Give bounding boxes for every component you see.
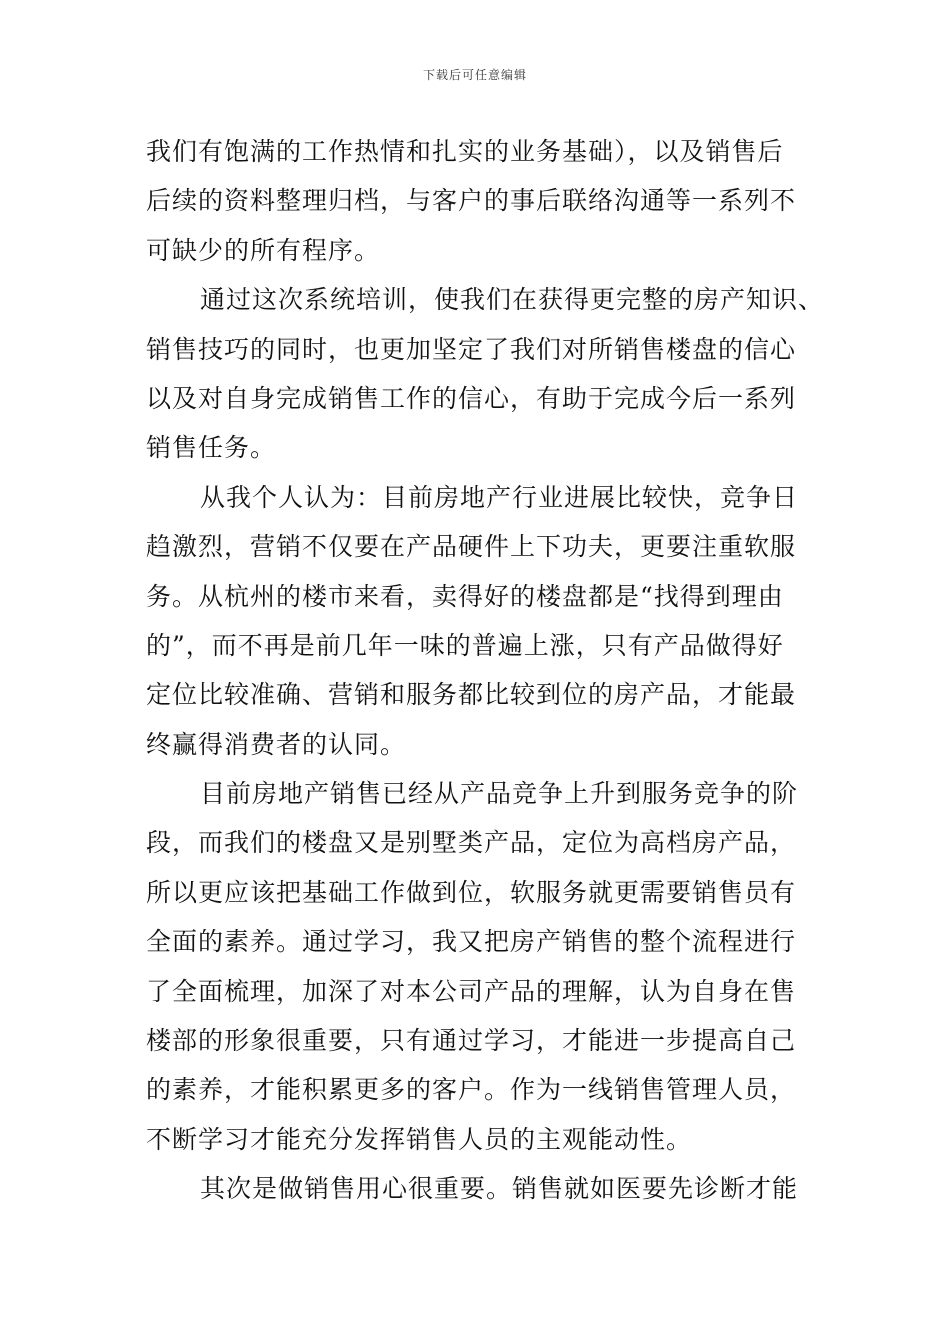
text-line: 全面的素养。通过学习，我又把房产销售的整个流程进行 xyxy=(146,927,797,957)
paragraph-first-line: 其次是做销售用心很重要。销售就如医要先诊断才能 xyxy=(200,1174,799,1204)
paragraph-first-line: 通过这次系统培训，使我们在获得更完整的房产知识、 xyxy=(200,285,825,315)
paragraph-first-line: 目前房地产销售已经从产品竞争上升到服务竞争的阶 xyxy=(200,779,799,809)
text-line: 了全面梳理，加深了对本公司产品的理解，认为自身在售 xyxy=(146,976,797,1006)
text-line: 后续的资料整理归档，与客户的事后联络沟通等一系列不 xyxy=(146,186,797,216)
text-line: 的”，而不再是前几年一味的普遍上涨，只有产品做得好 xyxy=(146,630,784,660)
text-line: 趋激烈，营销不仅要在产品硬件上下功夫，更要注重软服 xyxy=(146,532,797,562)
text-line: 以及对自身完成销售工作的信心，有助于完成今后一系列 xyxy=(146,383,797,413)
paragraph-first-line: 从我个人认为：目前房地产行业进展比较快，竞争日 xyxy=(200,482,799,512)
text-line: 的素养，才能积累更多的客户。作为一线销售管理人员， xyxy=(146,1075,797,1105)
text-line: 可缺少的所有程序。 xyxy=(146,235,381,265)
text-line: 务。从杭州的楼市来看，卖得好的楼盘都是“找得到理由 xyxy=(146,581,784,611)
text-line: 不断学习才能充分发挥销售人员的主观能动性。 xyxy=(146,1124,693,1154)
text-line: 终赢得消费者的认同。 xyxy=(146,729,407,759)
text-line: 我们有饱满的工作热情和扎实的业务基础），以及销售后 xyxy=(146,137,784,166)
text-line: 定位比较准确、营销和服务都比较到位的房产品，才能最 xyxy=(146,680,797,710)
page-header: 下载后可任意编辑 xyxy=(422,68,527,82)
text-line: 销售技巧的同时，也更加坚定了我们对所销售楼盘的信心 xyxy=(146,334,797,364)
text-line: 段，而我们的楼盘又是别墅类产品，定位为高档房产品， xyxy=(146,828,797,858)
text-line: 楼部的形象很重要，只有通过学习，才能进一步提高自己 xyxy=(146,1026,797,1056)
text-line: 销售任务。 xyxy=(146,433,277,463)
document-body xyxy=(146,127,826,1214)
text-line: 所以更应该把基础工作做到位，软服务就更需要销售员有 xyxy=(146,877,797,907)
